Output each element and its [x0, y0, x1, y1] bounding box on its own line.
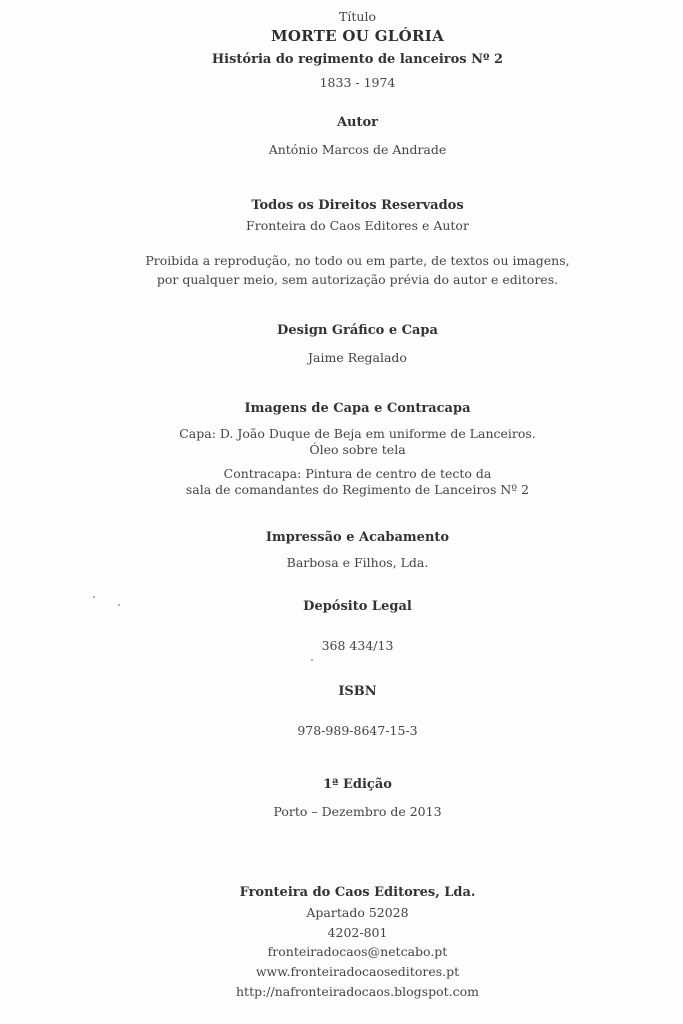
cover-credit-line-2: Óleo sobre tela — [309, 442, 406, 457]
printing-heading: Impressão e Acabamento — [265, 530, 450, 545]
publisher-postal-code: 4202-801 — [327, 925, 388, 940]
back-cover-credit-line-2: sala de comandantes do Regimento de Lanceiros Nº 2 — [185, 482, 530, 497]
printing-name: Barbosa e Filhos, Lda. — [286, 555, 429, 570]
author-name: António Marcos de Andrade — [268, 142, 447, 157]
rights-holder: Fronteira do Caos Editores e Autor — [246, 218, 469, 233]
publisher-name: Fronteira do Caos Editores, Lda. — [239, 885, 476, 900]
design-name: Jaime Regalado — [308, 350, 407, 365]
back-cover-credit-line-1: Contracapa: Pintura de centro de tecto da — [223, 466, 492, 481]
book-years: 1833 - 1974 — [319, 75, 396, 90]
deposit-heading: Depósito Legal — [303, 599, 412, 614]
scan-speck — [311, 659, 313, 661]
edition-heading: 1ª Edição — [323, 777, 392, 792]
images-heading: Imagens de Capa e Contracapa — [244, 401, 471, 416]
rights-notice-line-1: Proibida a reprodução, no todo ou em parte, de textos ou imagens, — [145, 253, 570, 268]
isbn-value: 978-989-8647-15-3 — [297, 723, 418, 738]
rights-notice-line-2: por qualquer meio, sem autorização prévia do autor e editores. — [156, 272, 559, 287]
title-label: Título — [339, 9, 376, 24]
cover-credit-line-1: Capa: D. João Duque de Beja em uniforme de Lanceiros. — [179, 426, 536, 441]
design-heading: Design Gráfico e Capa — [277, 323, 438, 338]
book-subtitle: História do regimento de lanceiros Nº 2 — [211, 52, 504, 67]
edition-value: Porto – Dezembro de 2013 — [273, 804, 442, 819]
publisher-website: www.fronteiradocaoseditores.pt — [255, 964, 460, 979]
rights-heading: Todos os Direitos Reservados — [251, 198, 464, 213]
deposit-value: 368 434/13 — [321, 638, 394, 653]
publisher-blog: http://nafronteiradocaos.blogspot.com — [236, 984, 479, 999]
scan-speck — [93, 596, 95, 598]
isbn-heading: ISBN — [338, 684, 377, 699]
author-heading: Autor — [336, 115, 379, 130]
publisher-po-box: Apartado 52028 — [306, 905, 409, 920]
scan-speck — [118, 604, 120, 606]
book-title: MORTE OU GLÓRIA — [270, 27, 445, 45]
publisher-email: fronteiradocaos@netcabo.pt — [267, 944, 448, 959]
